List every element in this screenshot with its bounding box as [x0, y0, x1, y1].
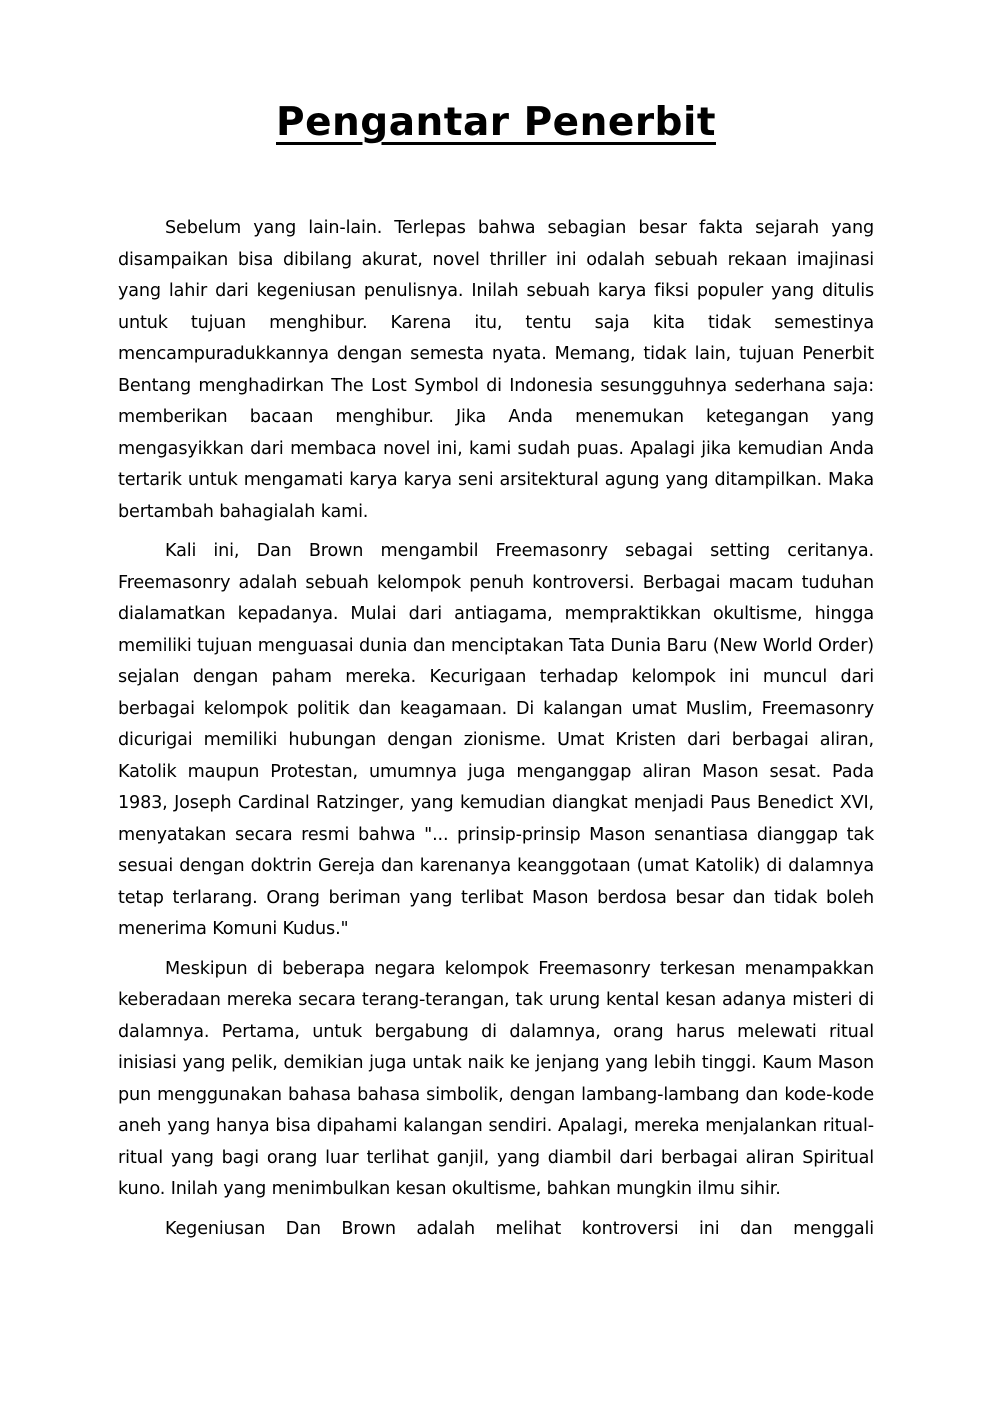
- paragraph-3: Meskipun di beberapa negara kelompok Freemasonry terkesan menampakkan keberadaan mereka secara terang-terangan, tak urung kental kesan adanya misteri di dalamnya. Pertama, untuk bergabung di dalamnya, orang harus melewati ritual inisiasi yang pelik, demikian juga untak naik ke jenjang yang lebih tinggi. Kaum Mason pun menggunakan bahasa bahasa simbolik, dengan lambang-lambang dan kode-kode aneh yang hanya bisa dipahami kalangan sendiri. Apalagi, mereka menjalankan ritual-ritual yang bagi orang luar terlihat ganjil, yang diambil dari berbagai aliran Spiritual kuno. Inilah yang menimbulkan kesan okultisme, bahkan mungkin ilmu sihir.: [118, 958, 874, 1199]
- document-body: [118, 213, 874, 1253]
- page-title: [0, 100, 992, 145]
- paragraph-1: Sebelum yang lain-lain. Terlepas bahwa sebagian besar fakta sejarah yang disampaikan bisa dibilang akurat, novel thriller ini odalah sebuah rekaan imajinasi yang lahir dari kegeniusan penulisnya. Inilah sebuah karya fiksi populer yang ditulis untuk tujuan menghibur. Karena itu, tentu saja kita tidak semestinya mencampuradukkannya dengan semesta nyata. Memang, tidak lain, tujuan Penerbit Bentang menghadirkan The Lost Symbol di Indonesia sesungguhnya sederhana saja: memberikan bacaan menghibur. Jika Anda menemukan ketegangan yang mengasyikkan dari membaca novel ini, kami sudah puas. Apalagi jika kemudian Anda tertarik untuk mengamati karya karya seni arsitektural agung yang ditampilkan. Maka bertambah bahagialah kami.: [118, 218, 874, 522]
- paragraph-4: Kegeniusan Dan Brown adalah melihat kontroversi ini dan menggali: [165, 1218, 874, 1239]
- paragraph-2: Kali ini, Dan Brown mengambil Freemasonry sebagai setting ceritanya. Freemasonry adalah sebuah kelompok penuh kontroversi. Berbagai macam tuduhan dialamatkan kepadanya. Mulai dari antiagama, mempraktikkan okultisme, hingga memiliki tujuan menguasai dunia dan menciptakan Tata Dunia Baru (New World Order) sejalan dengan paham mereka. Kecurigaan terhadap kelompok ini muncul dari berbagai kelompok politik dan keagamaan. Di kalangan umat Muslim, Freemasonry dicurigai memiliki hubungan dengan zionisme. Umat Kristen dari berbagai aliran, Katolik maupun Protestan, umumnya juga menganggap aliran Mason sesat. Pada 1983, Joseph Cardinal Ratzinger, yang kemudian diangkat menjadi Paus Benedict XVI, menyatakan secara resmi bahwa "... prinsip-prinsip Mason senantiasa dianggap tak sesuai dengan doktrin Gereja dan karenanya keanggotaan (umat Katolik) di dalamnya tetap terlarang. Orang beriman yang terlibat Mason berdosa besar dan tidak boleh menerima Komuni Kudus.": [118, 541, 874, 939]
- page-title-text: Pengantar Penerbit: [276, 100, 716, 145]
